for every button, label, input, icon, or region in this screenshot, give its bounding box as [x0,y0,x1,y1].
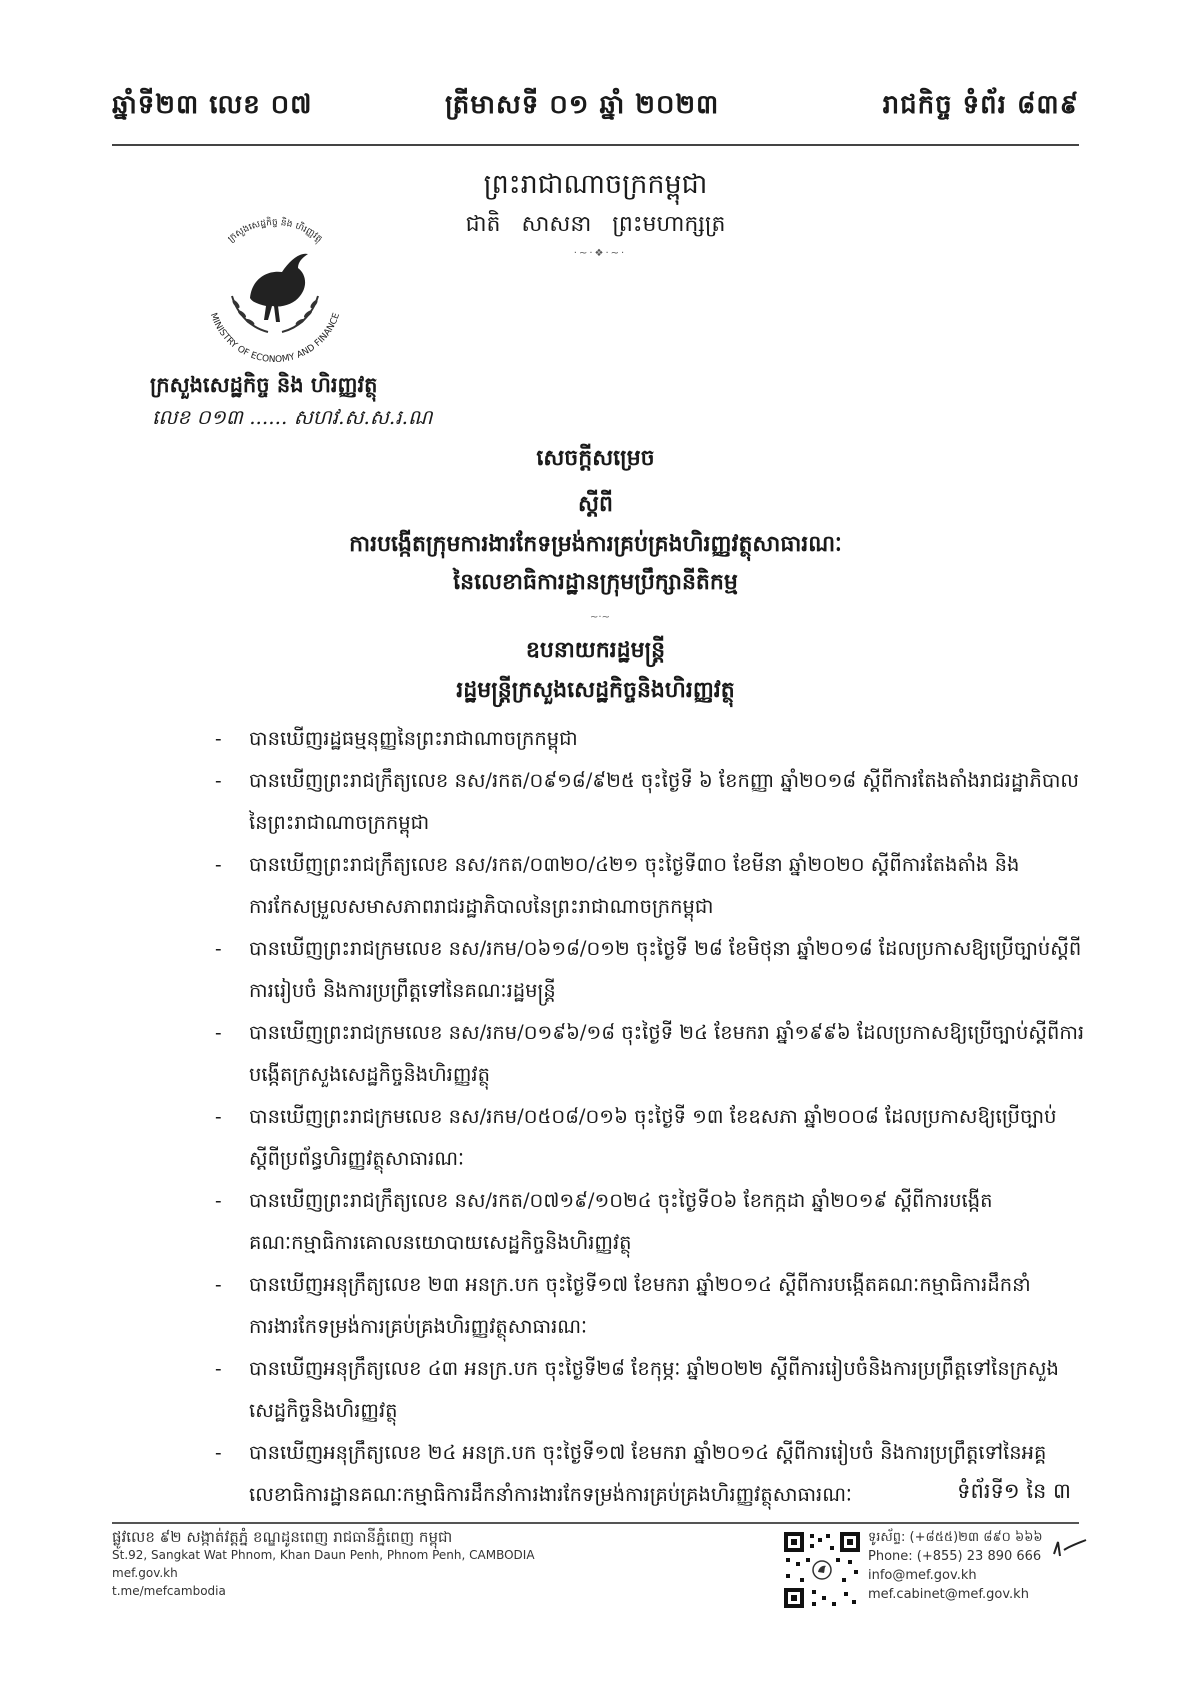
footer-website-link[interactable]: mef.gov.kh [112,1566,178,1580]
consideration-text: បានឃើញព្រះរាជក្រមលេខ នស/រកម/០៦១៨/០១២ ចុះថ្ងៃទី ២៨ ខែមិថុនា ឆ្នាំ២០១៨ ដែលប្រកាសឱ្យប្រើច្បាប់ស្តីពីការរៀបចំ និងការប្រព្រឹត្តទៅនៃគណៈរដ្ឋមន្ត្រី [249,937,1082,1002]
svg-text:ក្រសួងសេដ្ឋកិច្ច និង ហិរញ្ញវត្ [226,216,324,246]
list-item: - បានឃើញព្រះរាជក្រឹត្យលេខ នស/រកត/០៣២០/៤២១ ចុះថ្ងៃទី៣០ ខែមីនា ឆ្នាំ២០២០ ស្តីពីការតែងតាំង និងការកែសម្រួលសមាសភាពរាជរដ្ឋាភិបាលនៃព្រះរាជាណាចក្រកម្ពុជា [215,853,1020,918]
list-item: - បានឃើញព្រះរាជក្រឹត្យលេខ នស/រកត/០៧១៩/១០២៤ ចុះថ្ងៃទី០៦ ខែកក្កដា ឆ្នាំ២០១៩ ស្តីពីការបង្កើតគណៈកម្មាធិការគោលនយោបាយសេដ្ឋកិច្ចនិងហិរញ្ញវត្ថុ [215,1189,993,1254]
list-item: - បានឃើញព្រះរាជក្រមលេខ នស/រកម/០៦១៨/០១២ ចុះថ្ងៃទី ២៨ ខែមិថុនា ឆ្នាំ២០១៨ ដែលប្រកាសឱ្យប្រើច្បាប់ស្តីពីការរៀបចំ និងការប្រព្រឹត្តទៅនៃគណៈរដ្ឋមន្ត្រី [215,937,1082,1002]
list-item: - បានឃើញអនុក្រឹត្យលេខ ២៤ អនក្រ.បក ចុះថ្ងៃទី១៧ ខែមករា ឆ្នាំ២០១៤ ស្តីពីការរៀបចំ និងការប្រព្រឹត្តទៅនៃអគ្គលេខាធិការដ្ឋានគណៈកម្មាធិការដឹកនាំការងារកែទម្រង់ការគ្រប់គ្រងហិរញ្ញវត្ថុសាធារណៈ [215,1441,1047,1506]
footer-address-english: St.92, Sangkat Wat Phnom, Khan Daun Penh, Phnom Penh, CAMBODIA [112,1548,535,1562]
footer-phone-khmer: ទូរស័ព្ទ: (+៨៥៥)២៣ ៨៩០ ៦៦៦ [868,1530,1043,1545]
list-item: - បានឃើញរដ្ឋធម្មនុញ្ញនៃព្រះរាជាណាចក្រកម្ពុជា [215,727,578,750]
footer-address [112,1528,535,1600]
considerations-list [215,718,1085,1516]
ministry-name: ក្រសួងសេដ្ឋកិច្ច និង ហិរញ្ញវត្ថុ [150,372,378,397]
motto-ornament: ·~·❖·~· [573,248,627,259]
consideration-text: បានឃើញព្រះរាជក្រមលេខ នស/រកម/០៥០៨/០១៦ ចុះថ្ងៃទី ១៣ ខែឧសភា ឆ្នាំ២០០៨ ដែលប្រកាសឱ្យប្រើច្បាប់ស្តីពីប្រព័ន្ធហិរញ្ញវត្ថុសាធារណៈ [249,1105,1057,1170]
consideration-text: បានឃើញរដ្ឋធម្មនុញ្ញនៃព្រះរាជាណាចក្រកម្ពុជា [249,727,578,750]
title-ornament: ~·~ [590,612,610,623]
list-item: - បានឃើញអនុក្រឹត្យលេខ ២៣ អនក្រ.បក ចុះថ្ងៃទី១៧ ខែមករា ឆ្នាំ២០១៤ ស្តីពីការបង្កើតគណៈកម្មាធិការដឹកនាំការងារកែទម្រង់ការគ្រប់គ្រងហិរញ្ញវត្ថុសាធារណៈ [215,1273,1031,1338]
qr-code-icon [782,1530,862,1610]
footer-email-info[interactable]: info@mef.gov.kh [868,1568,977,1583]
list-item: - បានឃើញអនុក្រឹត្យលេខ ៤៣ អនក្រ.បក ចុះថ្ងៃទី២៨ ខែកុម្ភៈ ឆ្នាំ២០២២ ស្តីពីការរៀបចំនិងការប្រព្រឹត្តទៅនៃក្រសួងសេដ្ឋកិច្ចនិងហិរញ្ញវត្ថុ [215,1357,1059,1422]
footer-phone: Phone: (+855) 23 890 666 [868,1549,1042,1564]
consideration-text: បានឃើញព្រះរាជក្រឹត្យលេខ នស/រកត/០៧១៩/១០២៤ ចុះថ្ងៃទី០៦ ខែកក្កដា ឆ្នាំ២០១៩ ស្តីពីការបង្កើតគណៈកម្មាធិការគោលនយោបាយសេដ្ឋកិច្ចនិងហិរញ្ញវត្ថុ [249,1189,993,1254]
national-motto: ជាតិ សាសនា ព្រះមហាក្សត្រ [465,212,726,237]
consideration-text: បានឃើញអនុក្រឹត្យលេខ ២៣ អនក្រ.បក ចុះថ្ងៃទី១៧ ខែមករា ឆ្នាំ២០១៤ ស្តីពីការបង្កើតគណៈកម្មាធិការដឹកនាំការងារកែទម្រង់ការគ្រប់គ្រងហិរញ្ញវត្ថុសាធារណៈ [249,1273,1031,1338]
ministry-seal-logo [190,200,360,370]
document-subject-line2: នៃលេខាធិការដ្ឋានក្រុមប្រឹក្សានីតិកម្ម [453,569,738,595]
seal-khmer-text: ក្រសួងសេដ្ឋកិច្ច និង ហិរញ្ញវត្ថុ [226,217,324,245]
initial-signature [1050,1536,1090,1560]
signer-title-line2: រដ្ឋមន្ត្រីក្រសួងសេដ្ឋកិច្ចនិងហិរញ្ញវត្ថុ [456,677,735,703]
footer-divider [112,1522,1079,1524]
list-item: - បានឃើញព្រះរាជក្រឹត្យលេខ នស/រកត/០៩១៨/៩២៥ ចុះថ្ងៃទី ៦ ខែកញ្ញា ឆ្នាំ២០១៨ ស្តីពីការតែងតាំងរាជរដ្ឋាភិបាលនៃព្រះរាជាណាចក្រកម្ពុជា [215,769,1079,834]
svg-text:MINISTRY OF ECONOMY AND FINANC [208,311,342,365]
footer-telegram-link[interactable]: t.me/mefcambodia [112,1584,226,1598]
footer-contact [868,1528,1043,1604]
list-item: - បានឃើញព្រះរាជក្រមលេខ នស/រកម/០១៩៦/១៨ ចុះថ្ងៃទី ២៤ ខែមករា ឆ្នាំ១៩៩៦ ដែលប្រកាសឱ្យប្រើច្បាប់ស្តីពីការបង្កើតក្រសួងសេដ្ឋកិច្ចនិងហិរញ្ញវត្ថុ [215,1021,1085,1086]
consideration-text: បានឃើញអនុក្រឹត្យលេខ ២៤ អនក្រ.បក ចុះថ្ងៃទី១៧ ខែមករា ឆ្នាំ២០១៤ ស្តីពីការរៀបចំ និងការប្រព្រឹត្តទៅនៃអគ្គលេខាធិការដ្ឋានគណៈកម្មាធិការដឹកនាំការងារកែទម្រង់ការគ្រប់គ្រងហិរញ្ញវត្ថុសាធារណៈ [249,1441,1047,1506]
gazette-quarter: ត្រីមាសទី ០១ ឆ្នាំ ២០២៣ [445,90,720,120]
consideration-text: បានឃើញព្រះរាជក្រមលេខ នស/រកម/០១៩៦/១៨ ចុះថ្ងៃទី ២៤ ខែមករា ឆ្នាំ១៩៩៦ ដែលប្រកាសឱ្យប្រើច្បាប់ស្តីពីការបង្កើតក្រសួងសេដ្ឋកិច្ចនិងហិរញ្ញវត្ថុ [249,1021,1085,1086]
document-subject-line1: ការបង្កើតក្រុមការងារកែទម្រង់ការគ្រប់គ្រងហិរញ្ញវត្ថុសាធារណៈ [349,531,842,557]
seal-english-text: MINISTRY OF ECONOMY AND FINANCE [207,311,343,366]
document-type: សេចក្តីសម្រេច [536,445,655,471]
consideration-text: បានឃើញព្រះរាជក្រឹត្យលេខ នស/រកត/០៣២០/៤២១ ចុះថ្ងៃទី៣០ ខែមីនា ឆ្នាំ២០២០ ស្តីពីការតែងតាំង និងការកែសម្រួលសមាសភាពរាជរដ្ឋាភិបាលនៃព្រះរាជាណាចក្រកម្ពុជា [249,853,1020,918]
footer-email-cabinet[interactable]: mef.cabinet@mef.gov.kh [868,1587,1029,1602]
gazette-issue: ឆ្នាំទី២៣ លេខ ០៧ [112,90,313,120]
kingdom-name: ព្រះរាជាណាចក្រកម្ពុជា [483,169,708,200]
page-number: ទំព័រទី១ នៃ ៣ [957,1479,1071,1503]
gazette-page: រាជកិច្ច ទំព័រ ៨៣៩ [882,90,1079,120]
consideration-text: បានឃើញព្រះរាជក្រឹត្យលេខ នស/រកត/០៩១៨/៩២៥ ចុះថ្ងៃទី ៦ ខែកញ្ញា ឆ្នាំ២០១៨ ស្តីពីការតែងតាំងរាជរដ្ឋាភិបាលនៃព្រះរាជាណាចក្រកម្ពុជា [249,769,1079,834]
footer-address-khmer: ផ្លូវលេខ ៩២ សង្កាត់វត្តភ្នំ ខណ្ឌដូនពេញ រាជធានីភ្នំពេញ កម្ពុជា [112,1528,453,1546]
consideration-text: បានឃើញអនុក្រឹត្យលេខ ៤៣ អនក្រ.បក ចុះថ្ងៃទី២៨ ខែកុម្ភៈ ឆ្នាំ២០២២ ស្តីពីការរៀបចំនិងការប្រព្រឹត្តទៅនៃក្រសួងសេដ្ឋកិច្ចនិងហិរញ្ញវត្ថុ [249,1357,1059,1422]
document-about: ស្តីពី [578,491,613,517]
reference-number: លេខ ០១៣ ...... សហវ.ស.ស.រ.ណ [152,405,433,429]
list-item: - បានឃើញព្រះរាជក្រមលេខ នស/រកម/០៥០៨/០១៦ ចុះថ្ងៃទី ១៣ ខែឧសភា ឆ្នាំ២០០៨ ដែលប្រកាសឱ្យប្រើច្បាប់ស្តីពីប្រព័ន្ធហិរញ្ញវត្ថុសាធារណៈ [215,1105,1057,1170]
signer-title-line1: ឧបនាយករដ្ឋមន្ត្រី [525,637,666,663]
header-divider [112,144,1079,146]
